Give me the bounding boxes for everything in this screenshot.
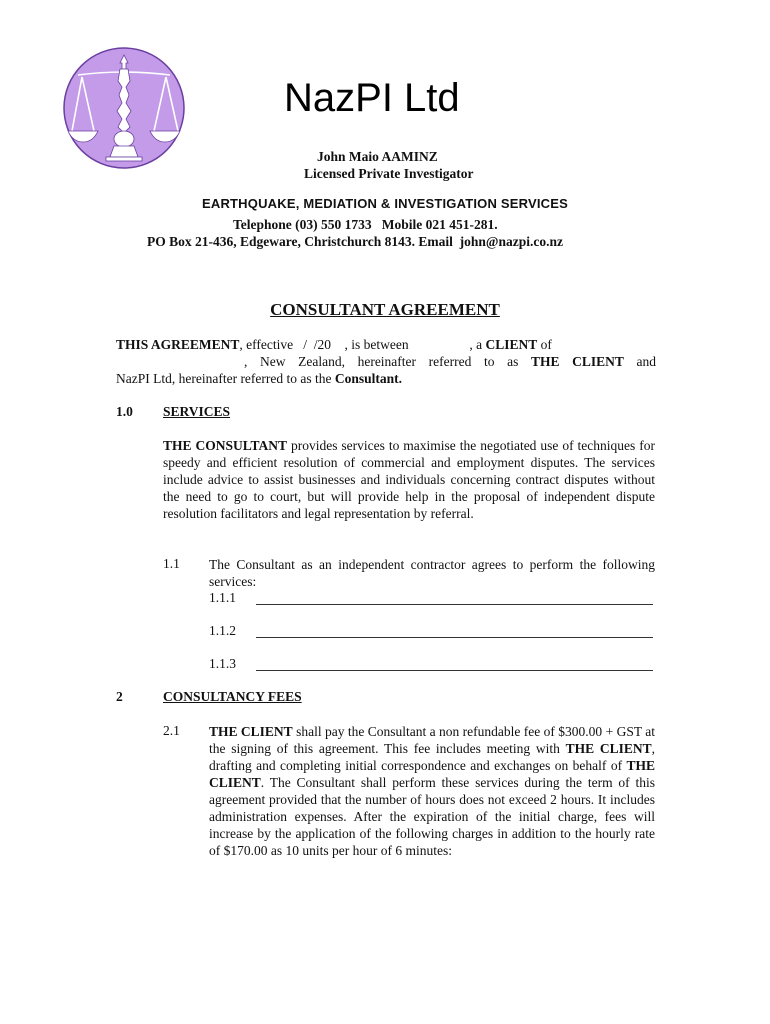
intro-line-1: THIS AGREEMENT, effective / /20 , is between , a CLIENT of bbox=[116, 337, 552, 352]
intro-line-2: , New Zealand, hereinafter referred to as THE CLIENT and bbox=[244, 354, 657, 369]
document-title: CONSULTANT AGREEMENT bbox=[270, 300, 500, 319]
scales-of-justice-logo bbox=[60, 47, 188, 169]
intro-line-3: NazPI Ltd, hereinafter referred to as the Consultant. bbox=[116, 371, 403, 386]
service-item-blank-line[interactable] bbox=[256, 637, 653, 638]
company-name: NazPI Ltd bbox=[284, 76, 460, 120]
clause-2-1-text: THE CLIENT shall pay the Consultant a non refundable fee of $300.00 + GST at the signing of this agreement. This fee includes meeting with THE CLIENT, drafting and completing initial correspondence and exchanges on behalf of THE CLIENT. The Consultant shall perform these services during the term of this agreement provided that the number of hours does not exceed 2 hours. It includes administration expenses. After the expiration of the initial charge, fees will increase by the application of the following charges in addition to the hourly rate of $170.00 as 10 units per hour of 6 minutes: bbox=[209, 724, 655, 858]
clause-1-1-number: 1.1 bbox=[163, 556, 180, 571]
clause-1-1-text: The Consultant as an independent contractor agrees to perform the following services: bbox=[209, 557, 655, 589]
contact-address: PO Box 21-436, Edgeware, Christchurch 8143. Email john@nazpi.co.nz bbox=[147, 234, 563, 249]
service-item-number: 1.1.3 bbox=[209, 656, 236, 671]
section-1-number: 1.0 bbox=[116, 404, 133, 419]
section-2-heading: CONSULTANCY FEES bbox=[163, 689, 302, 704]
contact-phone: Telephone (03) 550 1733 Mobile 021 451-281. bbox=[233, 217, 498, 232]
service-item-number: 1.1.2 bbox=[209, 623, 236, 638]
service-item-blank-line[interactable] bbox=[256, 604, 653, 605]
clause-2-1-number: 2.1 bbox=[163, 723, 180, 738]
owner-title: Licensed Private Investigator bbox=[304, 166, 474, 181]
services-tagline: EARTHQUAKE, MEDIATION & INVESTIGATION SERVICES bbox=[201, 196, 568, 211]
owner-name: John Maio AAMINZ bbox=[317, 149, 438, 164]
section-1-heading: SERVICES bbox=[163, 404, 231, 419]
service-item-number: 1.1.1 bbox=[209, 590, 236, 605]
service-item-blank-line[interactable] bbox=[256, 670, 653, 671]
services-paragraph: THE CONSULTANT provides services to maximise the negotiated use of techniques for speedy and efficient resolution of commercial and employment disputes. The services include advice to assist businesses and individuals concerning contract disputes without the need to go to court, but will provide help in the proposal of independent dispute resolution facilitators and legal representation by referral. bbox=[163, 438, 655, 521]
section-2-number: 2 bbox=[116, 689, 123, 704]
